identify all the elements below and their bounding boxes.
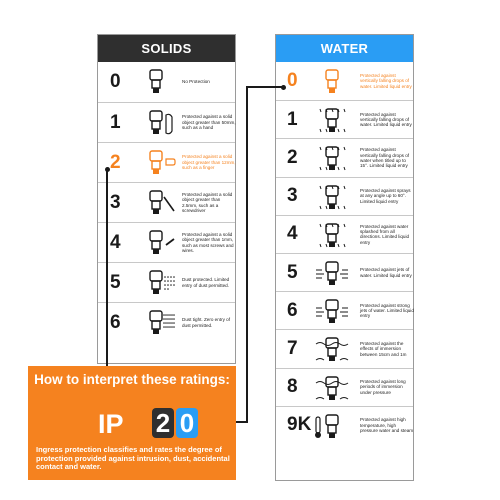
solids-rating-number: 5	[110, 271, 121, 293]
water-rating-description: Protected against jets of water. Limited liquid entry	[360, 267, 412, 278]
water-row	[276, 215, 413, 253]
water-rating-number: 7	[287, 337, 298, 359]
solids-rating-number: 3	[110, 191, 121, 213]
solids-rating-number: 1	[110, 111, 121, 133]
solid-digit-badge: 2	[152, 408, 174, 438]
water-rating-number: 1	[287, 108, 298, 130]
solids-rating-number: 2	[110, 151, 121, 173]
water-row	[276, 62, 413, 100]
solids-rating-number: 6	[110, 311, 121, 333]
water-rating-description: Protected against high temperature, high pressure water and steam	[360, 417, 414, 433]
water-rating-number: 6	[287, 299, 298, 321]
solids-panel	[97, 34, 236, 364]
solids-row	[98, 102, 235, 142]
water-rating-description: Protected against sprays at any angle up to 60°. Limited liquid entry	[360, 188, 411, 204]
water-rating-description: Protected against vertically falling drops of water when titled up to 15°. Limited liquid entry	[360, 147, 410, 169]
water-rating-number: 4	[287, 223, 298, 245]
water-rating-description: Protected against vertically falling drops of water. Limited liquid entry	[360, 111, 412, 128]
solids-row	[98, 62, 235, 102]
interpret-title: How to interpret these ratings:	[34, 372, 230, 387]
water-rating-number: 8	[287, 376, 298, 398]
water-row	[276, 368, 413, 406]
solids-row	[98, 262, 235, 302]
water-rating-number: 9K	[287, 414, 312, 436]
water-rating-description: Protected against vertically falling drops of water. Limited liquid entry	[360, 72, 412, 89]
solids-rating-number: 0	[110, 71, 121, 92]
water-panel	[275, 34, 414, 481]
water-rating-number: 0	[287, 70, 298, 92]
solids-header: SOLIDS	[98, 35, 235, 62]
water-row	[276, 406, 413, 444]
water-rating-description: Protected against strong jets of water. Limited liquid entry	[360, 302, 414, 319]
water-rating-number: 3	[287, 185, 298, 207]
solids-rating-description: Dust protected. Limited entry of dust permitted.	[182, 277, 230, 288]
water-header: WATER	[276, 35, 413, 62]
solids-row	[98, 182, 235, 222]
water-row	[276, 100, 413, 138]
connector-line-water-v	[246, 86, 248, 423]
water-row	[276, 138, 413, 176]
solids-row	[98, 222, 235, 262]
connector-line-solid	[106, 170, 108, 366]
water-row	[276, 177, 413, 215]
solids-rating-description: Dust tight. Zero entry of dust permitted.	[182, 317, 230, 328]
solids-rating-number: 4	[110, 231, 121, 253]
water-row	[276, 253, 413, 291]
water-rating-number: 2	[287, 146, 298, 168]
connector-dot-water	[281, 85, 286, 90]
solids-rating-description: Protected against a solid object greater than 1mm, such as most screws and wires.	[182, 231, 234, 253]
water-rating-number: 5	[287, 261, 298, 283]
interpret-description: Ingress protection classifies and rates the degree of protection provided against intrusion, dust, accidental contact and water.	[36, 445, 230, 472]
solids-rating-description: Protected against a solid object greater than 50mm, such as a hand	[182, 114, 236, 131]
ip-label: IP	[98, 409, 124, 439]
water-row	[276, 329, 413, 367]
solids-rating-description: No Protection	[182, 79, 210, 85]
solids-row	[98, 302, 235, 342]
interpret-box	[28, 366, 236, 480]
solids-row	[98, 142, 235, 182]
connector-line-water-top	[246, 86, 284, 88]
water-rating-description: Protected against water splashed from all directions. Limited liquid entry	[360, 223, 410, 245]
water-rating-description: Protected against long periods of immersion under pressure	[360, 378, 406, 395]
water-row	[276, 291, 413, 329]
solids-rating-description: Protected against a solid object greater than 12mm, such as a finger	[182, 154, 236, 171]
connector-dot-solid	[105, 167, 110, 172]
water-digit-badge: 0	[176, 408, 198, 438]
water-rating-description: Protected against the effects of immersion between 15cm and 1m	[360, 340, 407, 357]
solids-rating-description: Protected against a solid object greater than 2.5mm, such as a screwdriver	[182, 191, 233, 213]
